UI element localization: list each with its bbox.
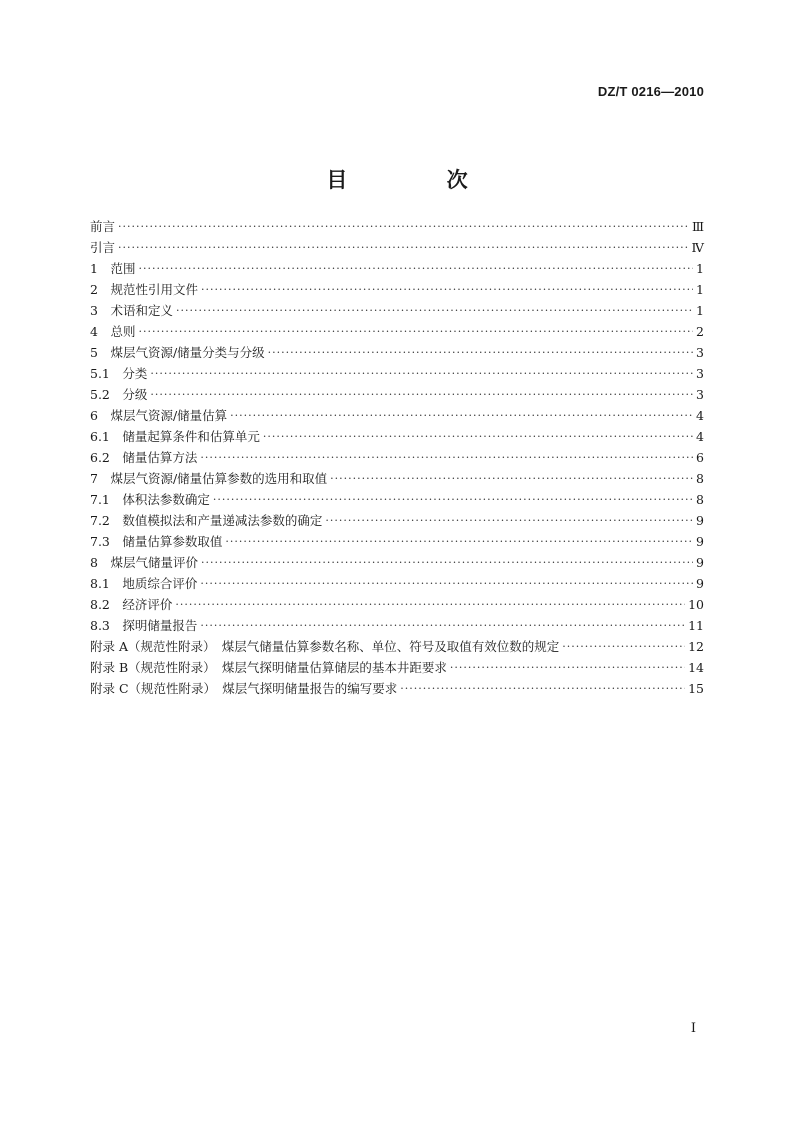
dot-leader: [230, 405, 693, 426]
dot-leader: [201, 552, 693, 573]
toc-entry-label: 8 煤层气储量评价: [90, 555, 198, 570]
dot-leader: [118, 216, 689, 237]
toc-entry-label: 7.1 体积法参数确定: [90, 492, 210, 507]
dot-leader: [330, 468, 693, 489]
toc-entry-label: 6.1 储量起算条件和估算单元: [90, 429, 260, 444]
toc-entry-label: 8.1 地质综合评价: [90, 576, 198, 591]
dot-leader: [150, 363, 693, 384]
toc-entry[interactable]: [90, 636, 704, 657]
toc-entry-label: 附录 C（规范性附录） 煤层气探明储量报告的编写要求: [90, 681, 398, 696]
standard-code: DZ/T 0216—2010: [597, 84, 704, 99]
dot-leader: [176, 300, 693, 321]
dot-leader: [118, 237, 688, 258]
toc-entry[interactable]: [90, 216, 704, 237]
toc-entry-label: 5.1 分类: [90, 366, 148, 381]
toc-entry-label: 5 煤层气资源/储量分类与分级: [90, 345, 265, 360]
toc-entry-page: 8: [696, 471, 704, 486]
toc-entry[interactable]: [90, 657, 704, 678]
toc-entry-label: 前言: [90, 219, 116, 234]
dot-leader: [150, 384, 693, 405]
toc-entry-label: 3 术语和定义: [90, 303, 173, 318]
toc-entry-page: Ⅳ: [691, 240, 704, 255]
toc-entry-label: 附录 A（规范性附录） 煤层气储量估算参数名称、单位、符号及取值有效位数的规定: [90, 639, 560, 654]
toc-entry-page: 1: [696, 261, 704, 276]
toc-entry[interactable]: [90, 678, 704, 699]
toc-entry-page: 4: [696, 408, 704, 423]
toc-entry-label: 1 范围: [90, 261, 136, 276]
toc-entry-label: 5.2 分级: [90, 387, 148, 402]
toc-entry[interactable]: [90, 300, 704, 321]
toc-entry-label: 6.2 储量估算方法: [90, 450, 198, 465]
toc-entry[interactable]: [90, 258, 704, 279]
toc-entry[interactable]: [90, 363, 704, 384]
toc-entry-page: 9: [696, 534, 704, 549]
toc-entry-page: 4: [696, 429, 704, 444]
toc-entry-page: 9: [696, 555, 704, 570]
toc-entry-page: 11: [688, 618, 704, 633]
dot-leader: [175, 594, 685, 615]
toc-entry-page: 1: [696, 282, 704, 297]
dot-leader: [200, 615, 685, 636]
toc-entry-label: 引言: [90, 240, 116, 255]
toc-entry[interactable]: [90, 531, 704, 552]
toc-entry[interactable]: [90, 468, 704, 489]
toc-entry[interactable]: [90, 447, 704, 468]
dot-leader: [201, 279, 693, 300]
dot-leader: [138, 321, 693, 342]
toc-entry[interactable]: [90, 510, 704, 531]
toc-entry[interactable]: [90, 573, 704, 594]
toc-entry-page: 3: [696, 366, 704, 381]
dot-leader: [450, 657, 685, 678]
toc-entry-page: 3: [696, 387, 704, 402]
toc-entry-page: 1: [696, 303, 704, 318]
page-title: 目 次: [326, 168, 514, 193]
toc-entry[interactable]: [90, 237, 704, 258]
toc-entry-page: 8: [696, 492, 704, 507]
dot-leader: [268, 342, 693, 363]
dot-leader: [200, 447, 693, 468]
toc-entry[interactable]: [90, 489, 704, 510]
toc-entry-page: Ⅲ: [691, 219, 704, 234]
toc-entry-label: 6 煤层气资源/储量估算: [90, 408, 228, 423]
toc-entry-page: 14: [688, 660, 704, 675]
toc-entry[interactable]: [90, 615, 704, 636]
page-number: I: [690, 1021, 696, 1036]
table-of-contents: [90, 216, 704, 699]
toc-entry-label: 7.2 数值模拟法和产量递减法参数的确定: [90, 513, 323, 528]
toc-entry-page: 3: [696, 345, 704, 360]
toc-entry-label: 附录 B（规范性附录） 煤层气探明储量估算储层的基本井距要求: [90, 660, 447, 675]
dot-leader: [200, 573, 693, 594]
toc-entry-label: 2 规范性引用文件: [90, 282, 198, 297]
dot-leader: [562, 636, 685, 657]
toc-entry[interactable]: [90, 552, 704, 573]
dot-leader: [325, 510, 693, 531]
dot-leader: [225, 531, 693, 552]
toc-entry-label: 4 总则: [90, 324, 136, 339]
toc-entry[interactable]: [90, 342, 704, 363]
toc-entry[interactable]: [90, 405, 704, 426]
dot-leader: [263, 426, 693, 447]
toc-entry[interactable]: [90, 384, 704, 405]
toc-entry-label: 7 煤层气资源/储量估算参数的选用和取值: [90, 471, 328, 486]
toc-entry-page: 9: [696, 513, 704, 528]
toc-entry-page: 6: [696, 450, 704, 465]
toc-entry-label: 8.2 经济评价: [90, 597, 173, 612]
dot-leader: [213, 489, 693, 510]
dot-leader: [138, 258, 693, 279]
toc-entry-page: 15: [688, 681, 704, 696]
toc-entry-page: 12: [688, 639, 704, 654]
toc-entry[interactable]: [90, 426, 704, 447]
toc-entry[interactable]: [90, 594, 704, 615]
toc-entry-page: 9: [696, 576, 704, 591]
toc-entry-page: 10: [688, 597, 704, 612]
dot-leader: [400, 678, 685, 699]
toc-entry[interactable]: [90, 279, 704, 300]
toc-entry-label: 7.3 储量估算参数取值: [90, 534, 223, 549]
toc-entry-label: 8.3 探明储量报告: [90, 618, 198, 633]
toc-entry-page: 2: [696, 324, 704, 339]
toc-entry[interactable]: [90, 321, 704, 342]
